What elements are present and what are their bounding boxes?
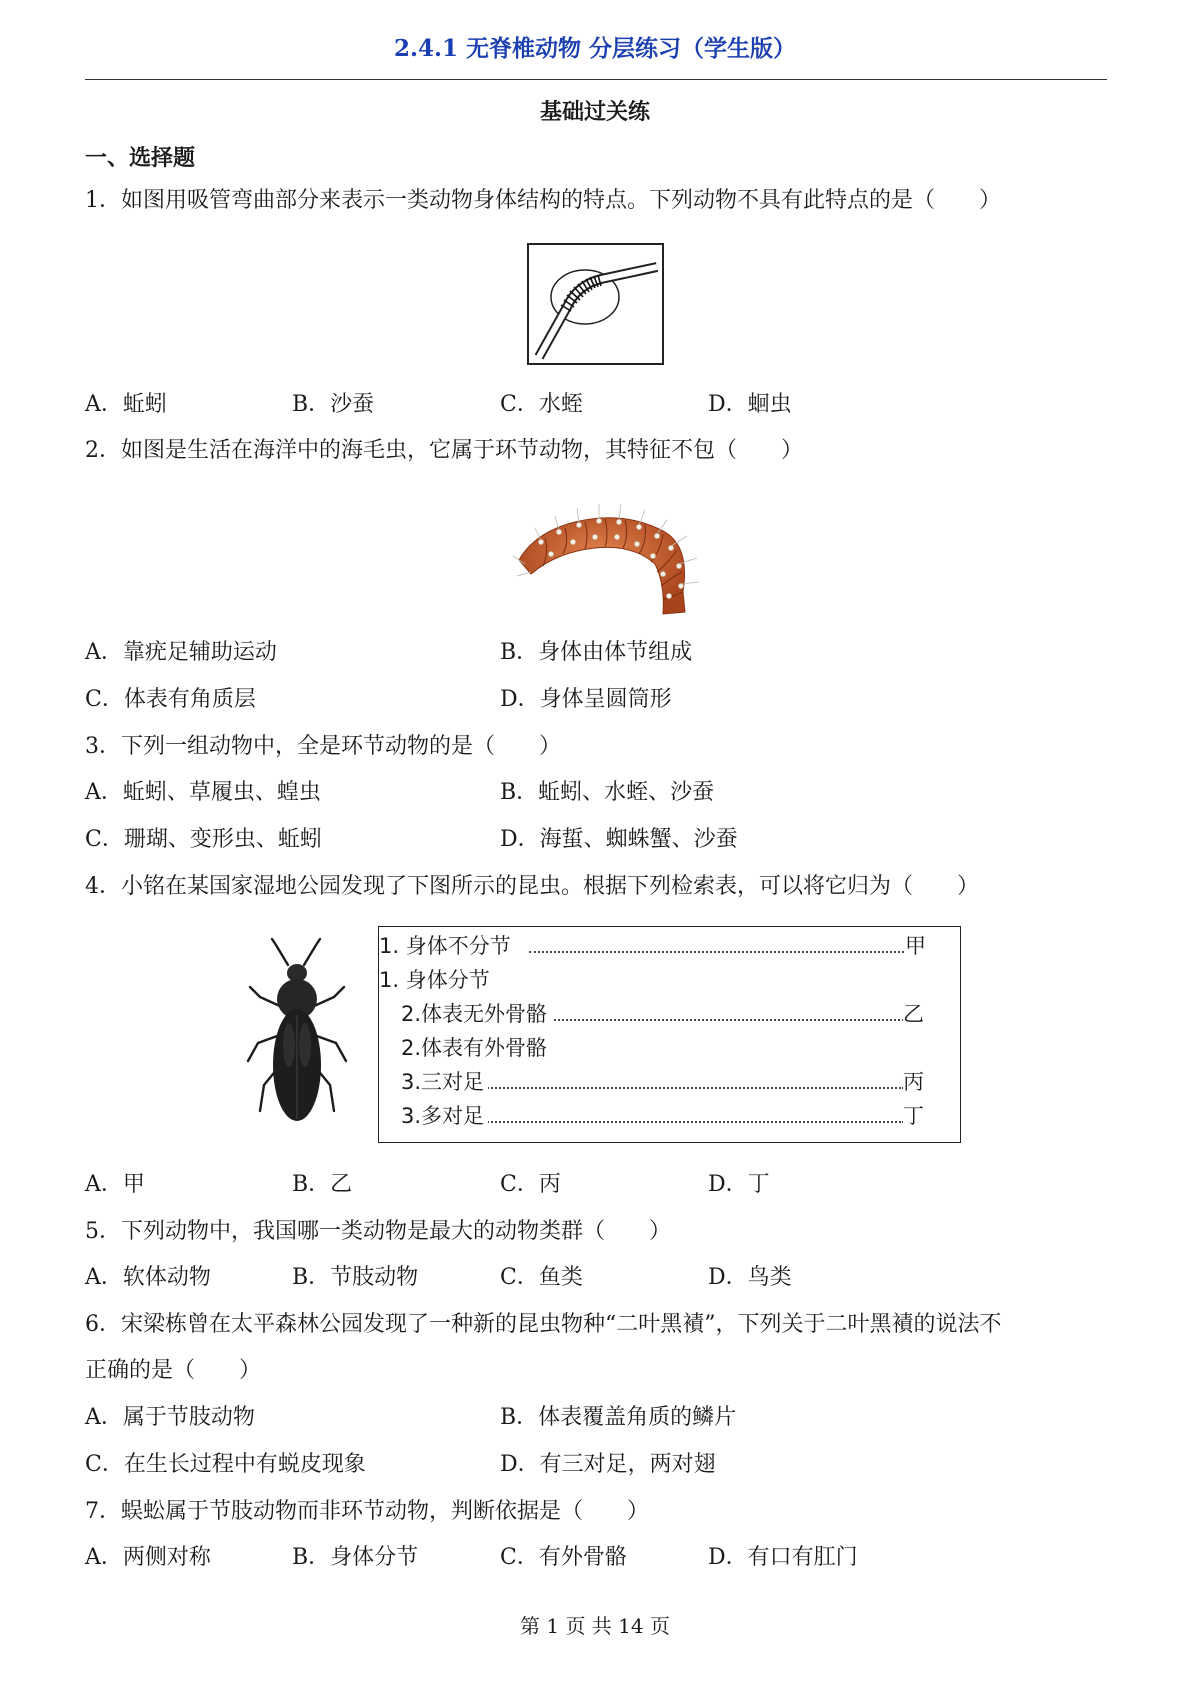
q7-option-b[interactable]: B．身体分节: [292, 1545, 419, 1570]
q6-option-c[interactable]: C．在生长过程中有蜕皮现象: [85, 1452, 366, 1477]
q2-option-a[interactable]: A．靠疣足辅助运动: [85, 640, 277, 665]
key-result: 乙: [903, 999, 924, 1029]
key-label: 3.三对足: [401, 1067, 488, 1097]
q6-option-b[interactable]: B．体表覆盖角质的鳞片: [500, 1405, 737, 1430]
q1-option-a[interactable]: A．蚯蚓: [85, 392, 167, 417]
key-label: 1. 身体不分节: [379, 931, 515, 961]
question-4-stem: 4．小铭在某国家湿地公园发现了下图所示的昆虫。根据下列检索表，可以将它归为（ ）: [85, 874, 980, 899]
question-5-stem: 5．下列动物中，我国哪一类动物是最大的动物类群（ ）: [85, 1219, 671, 1244]
key-result: 丙: [903, 1067, 924, 1097]
beetle-icon: [242, 935, 352, 1137]
sea-caterpillar-figure: [505, 492, 710, 624]
q1-option-d[interactable]: D．蛔虫: [708, 392, 792, 417]
q3-option-b[interactable]: B．蚯蚓、水蛭、沙蚕: [500, 780, 715, 805]
q1-option-b[interactable]: B．沙蚕: [292, 392, 375, 417]
question-1-stem: 1．如图用吸管弯曲部分来表示一类动物身体结构的特点。下列动物不具有此特点的是（ ）: [85, 188, 1002, 213]
q3-option-a[interactable]: A．蚯蚓、草履虫、蝗虫: [85, 780, 321, 805]
q5-option-a[interactable]: A．软体动物: [85, 1265, 211, 1290]
question-6-stem-continued: 正确的是（ ）: [85, 1358, 262, 1383]
section-heading: 一、选择题: [85, 145, 196, 171]
q4-option-d[interactable]: D．丁: [708, 1172, 770, 1197]
key-label: 3.多对足: [401, 1101, 488, 1131]
q7-option-c[interactable]: C．有外骨骼: [500, 1545, 627, 1570]
q4-option-b[interactable]: B．乙: [292, 1172, 353, 1197]
q4-option-c[interactable]: C．丙: [500, 1172, 561, 1197]
q7-option-d[interactable]: D．有口有肛门: [708, 1545, 858, 1570]
question-7-stem: 7．蜈蚣属于节肢动物而非环节动物，判断依据是（ ）: [85, 1499, 649, 1524]
key-row: [379, 999, 960, 1029]
key-result: 丁: [903, 1101, 924, 1131]
question-6-stem: 6．宋梁栋曾在太平森林公园发现了一种新的昆虫物种“二叶黑襀”，下列关于二叶黑襀的说法不: [85, 1312, 1002, 1337]
q5-option-d[interactable]: D．鸟类: [708, 1265, 792, 1290]
title-divider: [85, 79, 1107, 80]
straw-figure: [527, 243, 664, 365]
q6-option-a[interactable]: A．属于节肢动物: [85, 1405, 255, 1430]
key-label: 1. 身体分节: [379, 965, 494, 995]
q1-option-c[interactable]: C．水蛭: [500, 392, 583, 417]
key-label: 2.体表无外骨骼: [401, 999, 551, 1029]
q3-option-c[interactable]: C．珊瑚、变形虫、蚯蚓: [85, 827, 322, 852]
q7-option-a[interactable]: A．两侧对称: [85, 1545, 211, 1570]
straw-icon: [529, 245, 662, 363]
section-subtitle: 基础过关练: [539, 99, 650, 125]
sea-caterpillar-icon: [505, 492, 710, 624]
question-2-stem: 2．如图是生活在海洋中的海毛虫，它属于环节动物，其特征不包（ ）: [85, 438, 803, 463]
key-row: [379, 1067, 960, 1097]
key-row: [379, 1101, 960, 1131]
key-label: 2.体表有外骨骼: [401, 1033, 551, 1063]
dichotomous-key: [378, 926, 961, 1143]
key-result: 甲: [905, 931, 926, 961]
page-title: 2.4.1 无脊椎动物 分层练习（学生版）: [393, 35, 797, 62]
q2-option-c[interactable]: C．体表有角质层: [85, 687, 256, 712]
key-row: [379, 931, 960, 961]
beetle-figure: [242, 935, 352, 1137]
q3-option-d[interactable]: D．海蜇、蜘蛛蟹、沙蚕: [500, 827, 738, 852]
q6-option-d[interactable]: D．有三对足，两对翅: [500, 1452, 716, 1477]
key-row: [379, 1033, 960, 1063]
q5-option-b[interactable]: B．节肢动物: [292, 1265, 419, 1290]
key-row: [379, 965, 960, 995]
question-3-stem: 3．下列一组动物中，全是环节动物的是（ ）: [85, 734, 561, 759]
q2-option-d[interactable]: D．身体呈圆筒形: [500, 687, 672, 712]
q2-option-b[interactable]: B．身体由体节组成: [500, 640, 693, 665]
q5-option-c[interactable]: C．鱼类: [500, 1265, 583, 1290]
page-number: 第 1 页 共 14 页: [520, 1614, 670, 1638]
q4-option-a[interactable]: A．甲: [85, 1172, 145, 1197]
